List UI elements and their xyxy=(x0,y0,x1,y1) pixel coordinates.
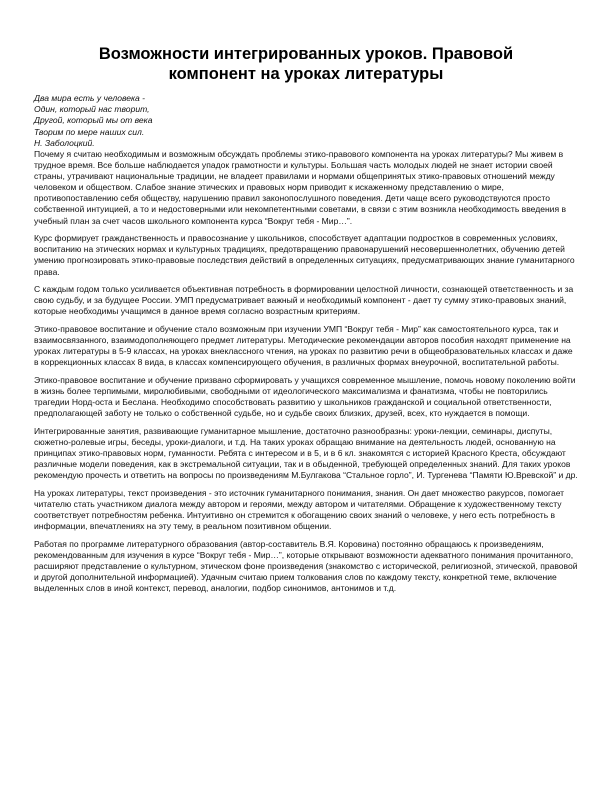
title-line-2: компонент на уроках литературы xyxy=(168,65,444,83)
paragraph: Курс формирует гражданственность и правосознание у школьников, способствует адаптации подростков в современных условиях, воспитанию на этических нормах и культурных традициях, предотвращению правонарушений несовершеннолетних, обучению детей умению прогнозировать этико-правовые последствия действий в определенных ситуациях, предусматривающих знание гуманитарного права. xyxy=(34,233,575,277)
title-line-1: Возможности интегрированных уроков. Правовой xyxy=(98,45,514,63)
poem-line: Творим по мере наших сил. xyxy=(34,126,145,137)
poem-line: Другой, который мы от века xyxy=(34,115,153,126)
document-page xyxy=(34,44,578,601)
paragraph: Этико-правовое воспитание и обучение призвано сформировать у учащихся современное мышление, помочь новому поколению войти в жизнь более терпимыми, миролюбивыми, свободными от идеологического максимализма и фанатизма, чтобы не повторились трагедии Норд-оста и Беслана. Необходимо способствовать развитию у школьников гражданской и социальной ответственности, предполагающей заботу не только о собственной судьбе, но и судьбе своих близких, друзей, всех, кто нуждается в помощи. xyxy=(34,375,576,419)
paragraph: Интегрированные занятия, развивающие гуманитарное мышление, достаточно разнообразны: уроки-лекции, семинары, диспуты, сюжетно-ролевые игры, беседы, уроки-диалоги, и т.д. На таких уроках обращаю внимание на деятельность людей, основанную на принципах этико-правовых норм, гуманности. Ребята с интересом и в 5, и в 6 кл. знакомятся с историей Красного Креста, обсуждают различные модели поведения, как в экстремальной ситуации, так и в обыденной, требующей определенных знаний. Для таких уроков рекомендую прочесть и ответить на вопросы по произведениям М.Булгакова “Стальное горло”, И. Тургенева “Памяти Ю.Вревской” и др. xyxy=(34,426,578,481)
paragraph: На уроках литературы, текст произведения - это источник гуманитарного понимания, знания. Он дает множество ракурсов, помогает читателю стать участником диалога между автором и героями, между автором и читателями. Обращение к художественному тексту соответствует потребностям ребенка. Интуитивно он стремится к обогащению своих знаний о человеке, у него есть потребность в информации, впечатлениях на эту тему, в реальном позитивном общении. xyxy=(34,488,565,532)
paragraph: Работая по программе литературного образования (автор-составитель В.Я. Коровина) постоянно обращаюсь к произведениям, рекомендованным для изучения в курсе “Вокруг тебя - Мир…”, которые открывают возможности адекватного понимания прочитанного, расширяют представление о культурном, этическом фоне произведения (знакомство с исторической, религиозной, этической, правовой и другой дополнительной информацией). Удачным считаю прием толкования слов по каждому тексту, конкретной теме, включение выделенных слов в иной контекст, перевод, аналогии, подбор синонимов, антонимов и т.д. xyxy=(34,539,578,594)
poem-line: Два мира есть у человека - xyxy=(34,93,145,103)
paragraph: Почему я считаю необходимым и возможным обсуждать проблемы этико-правового компонента на уроках литературы? Мы живем в трудное время. Все больше наблюдается упадок грамотности и культуры. Большая часть молодых людей не знает истории своей страны, утрачивают национальные традиции, не владеет правилами и нормами общепринятых этико-правовых отношений между человеком и обществом. Слабое знание этических и правовых норм приводит к искаженному представлению о мире, противопоставлению себя обществу, нарушению правил законопослушного поведения. Дети чаще всего руководствуются просто собственной интуицией, а то и недостоверными или некомпетентными советами, в связи с этим возникла необходимость введения в учебный план за счет часов школьного компонента курса “Вокруг тебя - Мир…”. xyxy=(34,149,567,226)
document-title xyxy=(34,44,578,84)
paragraph: С каждым годом только усиливается объективная потребность в формировании целостной личности, сознающей ответственность и за свою судьбу, и за будущее России. УМП предусматривает важный и необходимый компонент - дает ту сумму этико-правовых знаний, которые необходимы учащимся в данное время согласно возрастным критериям. xyxy=(34,284,574,317)
paragraph: Этико-правовое воспитание и обучение стало возможным при изучении УМП “Вокруг тебя - Мир” как самостоятельного курса, так и взаимосвязанного, взаимодополняющего предмет литературы. Методические рекомендации авторов пособия находят применение на уроках литературы в 5-9 классах, на уроках внеклассного чтения, на уроках по развитию речи в общеобразовательных классах и даже в коррекционных классах 8 вида, в классах компенсирующего обучения, в различных формах внеурочной, воспитательной работы. xyxy=(34,324,573,368)
poem-author: Н. Заболоцкий. xyxy=(34,137,95,148)
poem-line: Один, который нас творит, xyxy=(34,104,150,115)
epigraph-poem xyxy=(34,93,578,149)
